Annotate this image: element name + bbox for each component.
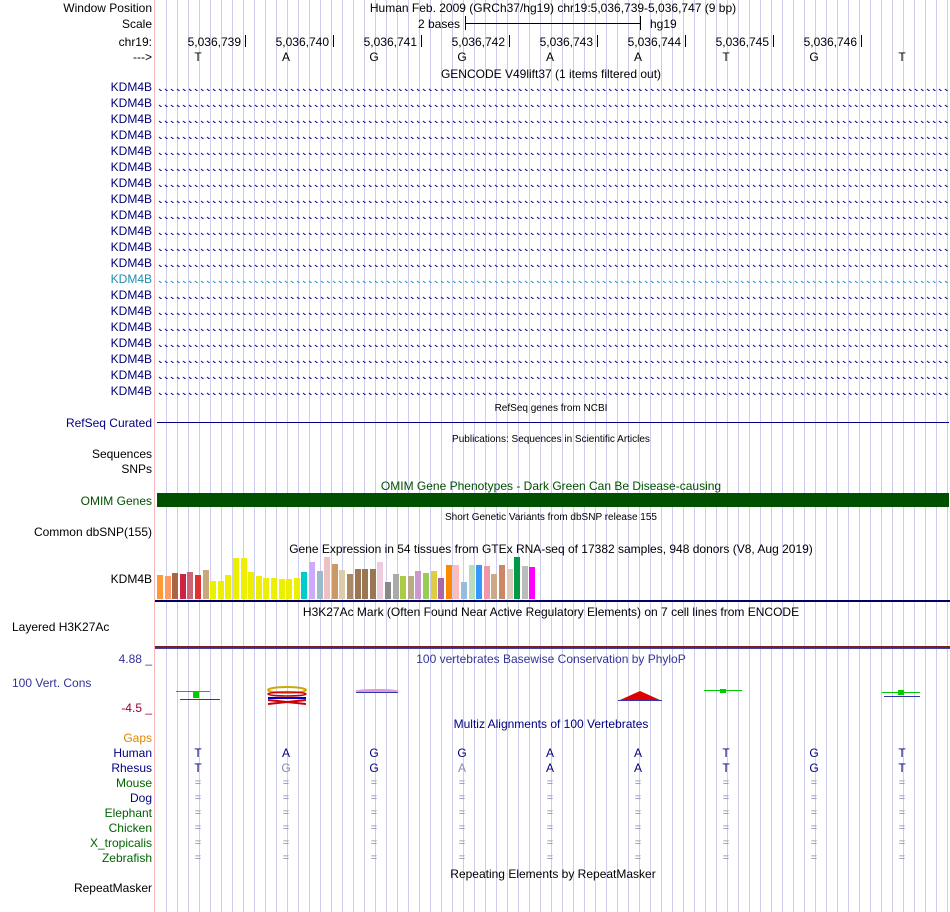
- multiz-base: T: [722, 746, 730, 760]
- gencode-transcript-label[interactable]: KDM4B: [110, 304, 152, 318]
- multiz-gaps-label[interactable]: Gaps: [123, 731, 152, 745]
- gencode-transcript[interactable]: [157, 276, 949, 283]
- multiz-base: =: [458, 822, 466, 834]
- multiz-base: =: [282, 852, 290, 864]
- multiz-base: =: [546, 792, 554, 804]
- gtex-tissue-bar[interactable]: [408, 576, 414, 599]
- multiz-base: =: [810, 807, 818, 819]
- gencode-transcript-label[interactable]: KDM4B: [110, 96, 152, 110]
- repeatmasker-track-label[interactable]: RepeatMasker: [73, 881, 152, 895]
- gtex-tissue-bar[interactable]: [248, 572, 254, 599]
- gtex-tissue-bar[interactable]: [332, 564, 338, 599]
- gencode-transcript-label[interactable]: KDM4B: [110, 240, 152, 254]
- gencode-transcript[interactable]: [157, 228, 949, 235]
- multiz-base: =: [634, 822, 642, 834]
- gtex-tissue-bar[interactable]: [294, 578, 300, 599]
- sequence-base: A: [545, 50, 555, 64]
- multiz-base: =: [898, 777, 906, 789]
- multiz-base: A: [633, 746, 643, 760]
- ruler-tick-label: 5,036,744: [627, 35, 681, 49]
- gtex-tissue-bar[interactable]: [453, 565, 459, 599]
- dbsnp-track-title: Short Genetic Variants from dbSNP release 155: [445, 512, 657, 523]
- gtex-tissue-bar[interactable]: [279, 579, 285, 599]
- gtex-tissue-bar[interactable]: [370, 569, 376, 599]
- gtex-tissue-bar[interactable]: [286, 579, 292, 599]
- sequence-base: G: [809, 50, 819, 64]
- multiz-base: G: [369, 746, 379, 760]
- ruler-tick-label: 5,036,743: [539, 35, 593, 49]
- gtex-tissue-bar[interactable]: [195, 575, 201, 599]
- gencode-transcript[interactable]: [157, 148, 949, 155]
- gtex-tissue-bar[interactable]: [256, 576, 262, 599]
- multiz-base: =: [634, 807, 642, 819]
- phylop-glyph-1: [176, 691, 220, 700]
- multiz-base: =: [458, 807, 466, 819]
- gtex-tissue-bar[interactable]: [522, 566, 528, 599]
- refseq-track-title: RefSeq genes from NCBI: [494, 403, 608, 414]
- multiz-base: =: [458, 792, 466, 804]
- gtex-tissue-bar[interactable]: [301, 572, 307, 599]
- multiz-base: =: [546, 852, 554, 864]
- multiz-base: =: [370, 807, 378, 819]
- sequence-base: G: [369, 50, 379, 64]
- multiz-base: =: [282, 807, 290, 819]
- window-position-value: Human Feb. 2009 (GRCh37/hg19) chr19:5,036,739-5,036,747 (9 bp): [369, 1, 737, 15]
- gencode-transcript[interactable]: [157, 244, 949, 251]
- multiz-base: =: [282, 777, 290, 789]
- multiz-base: =: [898, 807, 906, 819]
- phylop-track-label[interactable]: 100 Vert. Cons: [12, 676, 92, 690]
- publications-track-title: Publications: Sequences in Scientific Articles: [452, 434, 650, 445]
- gtex-tissue-bar[interactable]: [507, 569, 513, 599]
- sequence-base: A: [281, 50, 291, 64]
- multiz-base: =: [634, 837, 642, 849]
- scale-label[interactable]: Scale: [121, 17, 152, 31]
- scale-bar-right-tick: [640, 16, 641, 30]
- multiz-base: =: [370, 852, 378, 864]
- gencode-transcript-label[interactable]: KDM4B: [110, 192, 152, 206]
- multiz-base: A: [545, 746, 555, 760]
- multiz-species-label[interactable]: Dog: [129, 791, 152, 805]
- gtex-tissue-bar[interactable]: [476, 565, 482, 599]
- gtex-tissue-bar[interactable]: [529, 567, 535, 599]
- chrom-label[interactable]: chr19:: [118, 35, 152, 49]
- gencode-transcript-label[interactable]: KDM4B: [110, 368, 152, 382]
- multiz-base: =: [194, 837, 202, 849]
- scale-db: hg19: [650, 17, 677, 31]
- multiz-base: A: [281, 746, 291, 760]
- gencode-transcript[interactable]: [157, 212, 949, 219]
- gtex-tissue-bar[interactable]: [271, 578, 277, 599]
- gtex-tissue-bar[interactable]: [438, 578, 444, 599]
- phylop-glyph-7: [704, 689, 742, 693]
- gtex-track-bottom-border: [155, 600, 950, 602]
- gencode-transcript-label[interactable]: KDM4B: [110, 256, 152, 270]
- gtex-tissue-bar[interactable]: [218, 581, 224, 599]
- gtex-tissue-bar[interactable]: [157, 575, 163, 599]
- ruler-tick: [773, 35, 774, 47]
- gencode-transcript[interactable]: [157, 372, 949, 379]
- multiz-base: =: [370, 822, 378, 834]
- multiz-base: T: [194, 761, 202, 775]
- multiz-base: =: [810, 777, 818, 789]
- ruler-tick-label: 5,036,740: [275, 35, 329, 49]
- multiz-base: =: [370, 792, 378, 804]
- multiz-base: G: [809, 761, 819, 775]
- gtex-track-label[interactable]: KDM4B: [110, 572, 152, 586]
- multiz-base: =: [370, 777, 378, 789]
- gencode-transcript-label[interactable]: KDM4B: [110, 144, 152, 158]
- scale-bar-left-tick: [465, 16, 466, 30]
- multiz-species-label[interactable]: Human: [113, 746, 152, 760]
- multiz-base: =: [722, 777, 730, 789]
- multiz-base: =: [722, 837, 730, 849]
- phylop-y-max: 4.88 _: [118, 652, 152, 666]
- multiz-species-label[interactable]: Rhesus: [111, 761, 152, 775]
- gencode-transcript[interactable]: [157, 388, 949, 395]
- h3k27ac-track-label[interactable]: Layered H3K27Ac: [12, 620, 110, 634]
- scale-value: 2 bases: [417, 17, 460, 31]
- strand-label[interactable]: --->: [133, 50, 152, 64]
- multiz-species-label[interactable]: X_tropicalis: [89, 836, 152, 850]
- gtex-tissue-bar[interactable]: [347, 574, 353, 599]
- gencode-track-title: GENCODE V49lift37 (1 items filtered out): [440, 67, 662, 81]
- gencode-transcript-label[interactable]: KDM4B: [110, 208, 152, 222]
- multiz-base: =: [370, 837, 378, 849]
- gtex-tissue-bar[interactable]: [165, 576, 171, 599]
- phylop-glyph-6: [618, 691, 662, 701]
- sequence-base: G: [457, 50, 467, 64]
- omim-gene-bar[interactable]: [157, 493, 949, 507]
- multiz-base: =: [546, 837, 554, 849]
- gencode-transcript-label[interactable]: KDM4B: [110, 336, 152, 350]
- multiz-base: =: [282, 837, 290, 849]
- ruler-tick: [333, 35, 334, 47]
- gtex-tissue-bar[interactable]: [309, 562, 315, 599]
- multiz-base: =: [898, 837, 906, 849]
- multiz-base: =: [546, 777, 554, 789]
- gtex-tissue-bar[interactable]: [469, 565, 475, 599]
- gtex-tissue-bar[interactable]: [385, 582, 391, 599]
- refseq-track-label[interactable]: RefSeq Curated: [65, 416, 152, 430]
- multiz-species-label[interactable]: Zebrafish: [101, 851, 152, 865]
- multiz-base: T: [898, 746, 906, 760]
- ruler-tick: [861, 35, 862, 47]
- gtex-tissue-bar[interactable]: [225, 575, 231, 599]
- h3k27ac-track-title: H3K27Ac Mark (Often Found Near Active Regulatory Elements) on 7 cell lines from ENCODE: [302, 605, 800, 619]
- gencode-transcript[interactable]: [157, 164, 949, 171]
- multiz-base: A: [457, 761, 467, 775]
- dbsnp-track-label[interactable]: Common dbSNP(155): [33, 525, 152, 539]
- gtex-tissue-bar[interactable]: [514, 557, 520, 599]
- gencode-transcript-label[interactable]: KDM4B: [110, 320, 152, 334]
- multiz-base: =: [282, 792, 290, 804]
- publications-sequences-label[interactable]: Sequences: [91, 447, 152, 461]
- gencode-transcript[interactable]: [157, 356, 949, 363]
- multiz-track-title: Multiz Alignments of 100 Vertebrates: [453, 717, 649, 731]
- multiz-base: =: [722, 852, 730, 864]
- gencode-transcript-label[interactable]: KDM4B: [110, 112, 152, 126]
- gencode-transcript-label[interactable]: KDM4B: [110, 160, 152, 174]
- gtex-tissue-bar[interactable]: [423, 573, 429, 599]
- gencode-transcript[interactable]: [157, 132, 949, 139]
- ruler-tick: [421, 35, 422, 47]
- gtex-tissue-bar[interactable]: [415, 571, 421, 599]
- gencode-transcript-label[interactable]: KDM4B: [110, 80, 152, 94]
- gencode-transcript[interactable]: [157, 308, 949, 315]
- multiz-base: =: [194, 822, 202, 834]
- gtex-tissue-bar[interactable]: [203, 570, 209, 599]
- ruler-tick-label: 5,036,742: [451, 35, 505, 49]
- gencode-transcript-label[interactable]: KDM4B: [110, 272, 152, 286]
- multiz-base: =: [634, 852, 642, 864]
- ruler-tick-label: 5,036,746: [803, 35, 857, 49]
- gtex-tissue-bar[interactable]: [210, 581, 216, 599]
- gtex-tissue-bar[interactable]: [377, 562, 383, 599]
- multiz-base: =: [546, 807, 554, 819]
- gencode-transcript[interactable]: [157, 260, 949, 267]
- multiz-species-label[interactable]: Elephant: [104, 806, 152, 820]
- phylop-glyph-3: [355, 689, 399, 693]
- multiz-base: =: [898, 822, 906, 834]
- gtex-tissue-bar[interactable]: [180, 574, 186, 599]
- ruler-tick: [597, 35, 598, 47]
- gencode-transcript-label[interactable]: KDM4B: [110, 224, 152, 238]
- multiz-base: =: [810, 792, 818, 804]
- gencode-transcript[interactable]: [157, 196, 949, 203]
- gencode-transcript-label[interactable]: KDM4B: [110, 384, 152, 398]
- multiz-base: =: [722, 807, 730, 819]
- gtex-tissue-bar[interactable]: [172, 573, 178, 599]
- multiz-species-label[interactable]: Mouse: [115, 776, 152, 790]
- multiz-base: =: [810, 837, 818, 849]
- omim-track-label[interactable]: OMIM Genes: [80, 494, 152, 508]
- multiz-base: =: [634, 792, 642, 804]
- sequence-base: A: [633, 50, 643, 64]
- ruler-tick: [685, 35, 686, 47]
- gencode-transcript[interactable]: [157, 324, 949, 331]
- multiz-base: =: [810, 852, 818, 864]
- gtex-tissue-bar[interactable]: [446, 565, 452, 599]
- phylop-y-min: -4.5 _: [121, 701, 152, 715]
- h3k27ac-signal-line-2: [155, 648, 950, 649]
- multiz-base: T: [722, 761, 730, 775]
- gencode-transcript-label[interactable]: KDM4B: [110, 128, 152, 142]
- ruler-tick: [245, 35, 246, 47]
- gencode-transcript-label[interactable]: KDM4B: [110, 176, 152, 190]
- repeatmasker-track-title: Repeating Elements by RepeatMasker: [450, 867, 656, 881]
- multiz-base: =: [194, 852, 202, 864]
- multiz-base: =: [546, 822, 554, 834]
- label-divider: [154, 0, 155, 912]
- gtex-track-title: Gene Expression in 54 tissues from GTEx RNA-seq of 17382 samples, 948 donors (V8, Aug 2019): [289, 542, 813, 556]
- ruler-tick-label: 5,036,739: [187, 35, 241, 49]
- multiz-base: =: [722, 792, 730, 804]
- sequence-base: T: [194, 50, 202, 64]
- gtex-tissue-bar[interactable]: [317, 571, 323, 599]
- gtex-tissue-bar[interactable]: [431, 571, 437, 599]
- gtex-tissue-bar[interactable]: [324, 557, 330, 599]
- multiz-base: =: [722, 822, 730, 834]
- multiz-base: =: [194, 792, 202, 804]
- gtex-tissue-bar[interactable]: [393, 574, 399, 599]
- gencode-transcript-label[interactable]: KDM4B: [110, 352, 152, 366]
- multiz-base: =: [458, 837, 466, 849]
- gtex-tissue-bar[interactable]: [233, 558, 239, 599]
- sequence-base: T: [722, 50, 730, 64]
- gtex-tissue-bar[interactable]: [491, 574, 497, 599]
- omim-track-title: OMIM Gene Phenotypes - Dark Green Can Be Disease-causing: [380, 479, 722, 493]
- gtex-tissue-bar[interactable]: [339, 570, 345, 599]
- ruler-tick-label: 5,036,741: [363, 35, 417, 49]
- gtex-tissue-bar[interactable]: [400, 576, 406, 599]
- gtex-tissue-bar[interactable]: [461, 582, 467, 599]
- gtex-bar-chart[interactable]: [157, 557, 537, 599]
- multiz-base: A: [545, 761, 555, 775]
- gencode-transcript[interactable]: [157, 292, 949, 299]
- gtex-tissue-bar[interactable]: [263, 578, 269, 599]
- gencode-transcript-label[interactable]: KDM4B: [110, 288, 152, 302]
- multiz-base: T: [898, 761, 906, 775]
- gencode-transcript[interactable]: [157, 100, 949, 107]
- gtex-tissue-bar[interactable]: [362, 569, 368, 599]
- multiz-base: G: [809, 746, 819, 760]
- gencode-transcript[interactable]: [157, 340, 949, 347]
- multiz-base: T: [194, 746, 202, 760]
- multiz-species-label[interactable]: Chicken: [108, 821, 152, 835]
- phylop-track-title: 100 vertebrates Basewise Conservation by PhyloP: [416, 652, 686, 666]
- multiz-base: G: [457, 746, 467, 760]
- multiz-base: =: [282, 822, 290, 834]
- sequence-base: T: [898, 50, 906, 64]
- scale-bar: [465, 23, 641, 24]
- ruler-tick-label: 5,036,745: [715, 35, 769, 49]
- multiz-base: =: [194, 807, 202, 819]
- multiz-base: A: [633, 761, 643, 775]
- multiz-base: =: [810, 822, 818, 834]
- ruler-tick: [509, 35, 510, 47]
- multiz-base: =: [194, 777, 202, 789]
- gencode-transcript[interactable]: [157, 116, 949, 123]
- window-position-label[interactable]: Window Position: [63, 1, 152, 15]
- multiz-base: =: [458, 777, 466, 789]
- gencode-transcript[interactable]: [157, 84, 949, 91]
- publications-snps-label[interactable]: SNPs: [121, 462, 152, 476]
- multiz-base: =: [458, 852, 466, 864]
- multiz-base: =: [898, 852, 906, 864]
- gtex-tissue-bar[interactable]: [484, 566, 490, 599]
- gtex-tissue-bar[interactable]: [241, 558, 247, 599]
- multiz-base: =: [634, 777, 642, 789]
- multiz-base: G: [369, 761, 379, 775]
- gtex-tissue-bar[interactable]: [355, 569, 361, 599]
- gtex-tissue-bar[interactable]: [187, 572, 193, 599]
- gtex-tissue-bar[interactable]: [499, 565, 505, 599]
- gencode-transcript[interactable]: [157, 180, 949, 187]
- refseq-gene-line[interactable]: [157, 422, 949, 423]
- multiz-base: =: [898, 792, 906, 804]
- multiz-base: G: [281, 761, 291, 775]
